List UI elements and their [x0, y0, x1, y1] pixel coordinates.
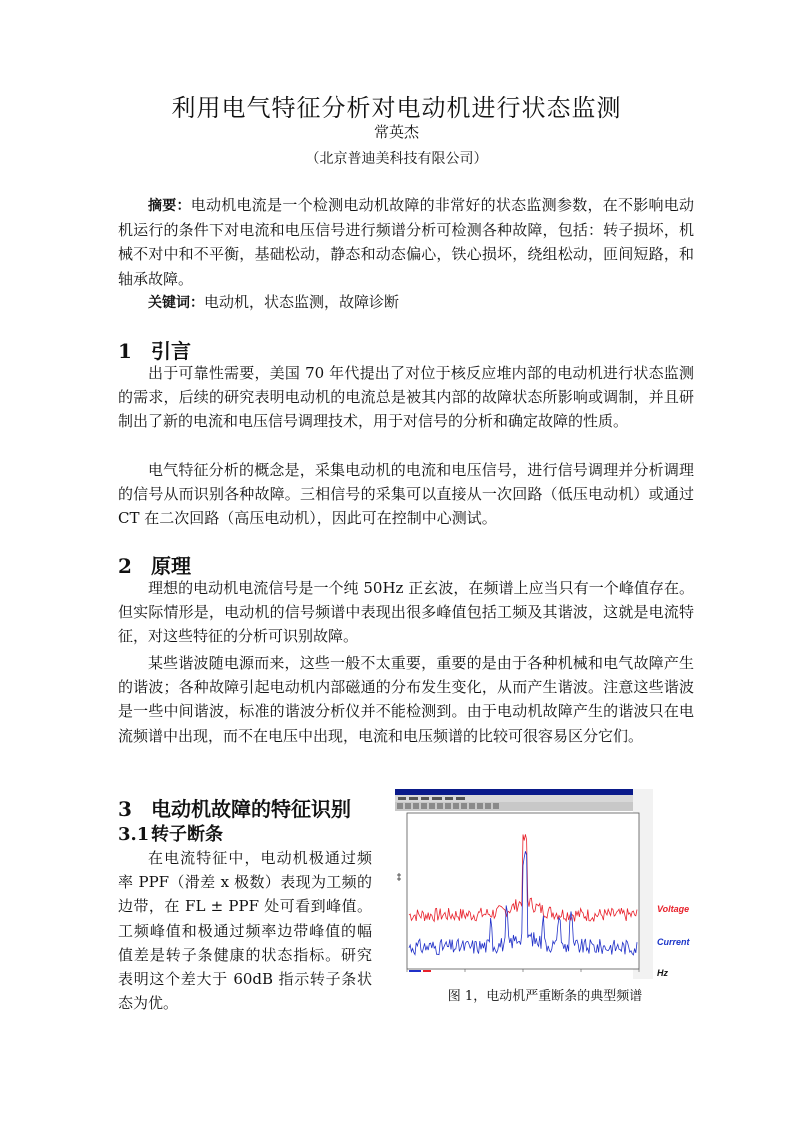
- section-2-heading: [118, 550, 191, 579]
- spectrum-figure: [395, 789, 690, 979]
- keywords-text: 电动机，状态监测，故障诊断: [204, 293, 400, 311]
- section-number: 2: [118, 554, 132, 578]
- author-name: 常英杰: [373, 123, 419, 141]
- section-1-heading: [118, 335, 191, 364]
- section-1-paragraph-1: 出于可靠性需要，美国 70 年代提出了对位于核反应堆内部的电动机进行状态监测的需求，后续的研究表明电动机的电流总是被其内部的故障状态所影响或调制，并且研制出了新的电流和电压信号调理技术，用于对信号的分析和确定故障的性质。: [118, 364, 694, 431]
- section-2-paragraph-2: 某些谐波随电源而来，这些一般不太重要，重要的是由于各种机械和电气故障产生的谐波；各种故障引起电动机内部磁通的分布发生变化，从而产生谐波。注意这些谐波是一些中间谐波，标准的谐波分析仪并不能检测到。由于电动机故障产生的谐波只在电流频谱中出现，而不在电压中出现，电流和电压频谱的比较可很容易区分它们。: [118, 654, 694, 745]
- section-title: 原理: [151, 554, 191, 578]
- x-unit-label: Hz: [657, 968, 668, 978]
- section-1-paragraph-2: 电气特征分析的概念是，采集电动机的电流和电压信号，进行信号调理并分析调理的信号从而识别各种故障。三相信号的采集可以直接从一次回路（低压电动机）或通过 CT 在二次回路（高压电动机），因此可在控制中心测试。: [118, 461, 694, 528]
- subsection-number: 3.1: [118, 824, 150, 845]
- subsection-title: 转子断条: [151, 824, 223, 845]
- paper-title: 利用电气特征分析对电动机进行状态监测: [171, 94, 622, 122]
- section-number: 1: [118, 339, 132, 363]
- section-number: 3: [118, 797, 132, 821]
- section-title: 引言: [151, 339, 191, 363]
- current-legend-label: Current: [657, 937, 690, 947]
- keywords-paragraph: [118, 290, 694, 315]
- section-title: 电动机故障的特征识别: [151, 797, 351, 821]
- section-3-heading: [118, 793, 351, 822]
- voltage-legend-label: Voltage: [657, 904, 690, 914]
- spectrum-screenshot: [395, 789, 695, 979]
- subsection-3-1-heading: [118, 820, 223, 846]
- abstract-text: 电动机电流是一个检测电动机故障的非常好的状态监测参数，在不影响电动机运行的条件下对电流和电压信号进行频谱分析可检测各种故障，包括：转子损坏，机械不对中和不平衡，基础松动，静态和动态偏心，铁心损坏，绕组松动，匝间短路，和轴承故障。: [118, 196, 694, 288]
- window-titlebar: [395, 789, 653, 795]
- abstract-label: 摘要：: [148, 198, 191, 214]
- author-affiliation: （北京普迪美科技有限公司）: [305, 151, 488, 167]
- subsection-3-1-paragraph: 在电流特征中，电动机极通过频率 PPF（滑差 x 极数）表现为工频的边带，在 FL ± PPF 处可看到峰值。工频峰值和极通过频率边带峰值的幅值差是转子条健康的状态指标。研究表明这个差大于 60dB 指示转子条状态为优。: [118, 849, 372, 1013]
- keywords-label: 关键词：: [148, 295, 204, 311]
- figure-caption: 图 1，电动机严重断条的典型频谱: [447, 989, 643, 1004]
- section-2-paragraph-1: 理想的电动机电流信号是一个纯 50Hz 正玄波，在频谱上应当只有一个峰值存在。但实际情形是，电动机的信号频谱中表现出很多峰值包括工频及其谐波，这就是电流特征，对这些特征的分析可识别故障。: [118, 579, 694, 646]
- abstract-paragraph: [118, 193, 694, 291]
